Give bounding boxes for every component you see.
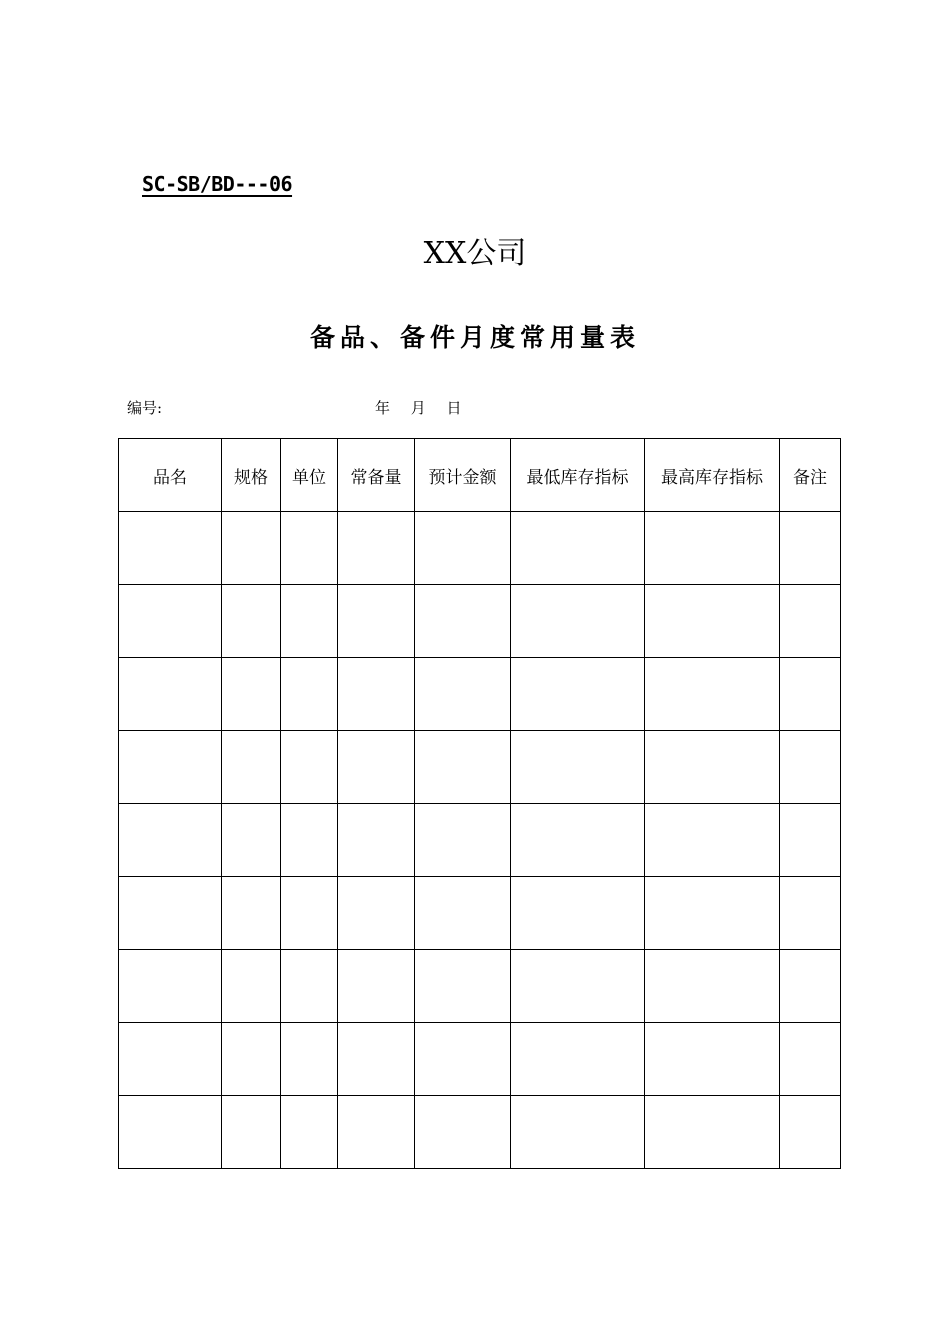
table-cell[interactable]: [119, 1096, 222, 1169]
table-cell[interactable]: [338, 658, 415, 731]
form-title: 备品、备件月度常用量表: [309, 323, 640, 352]
table-cell[interactable]: [645, 1023, 780, 1096]
table-cell[interactable]: [338, 877, 415, 950]
table-cell[interactable]: [338, 950, 415, 1023]
table-cell[interactable]: [415, 658, 511, 731]
table-cell[interactable]: [119, 731, 222, 804]
table-row: [119, 585, 841, 658]
table-cell[interactable]: [511, 804, 645, 877]
table-cell[interactable]: [119, 804, 222, 877]
table-row: [119, 877, 841, 950]
table-cell[interactable]: [415, 877, 511, 950]
table-cell[interactable]: [281, 1096, 338, 1169]
table-cell[interactable]: [511, 512, 645, 585]
table-cell[interactable]: [119, 512, 222, 585]
column-header-standing-quantity: 常备量: [338, 439, 415, 512]
table-cell[interactable]: [645, 585, 780, 658]
table-cell[interactable]: [780, 731, 841, 804]
column-header-estimated-amount: 预计金额: [415, 439, 511, 512]
table-cell[interactable]: [511, 1023, 645, 1096]
table-cell[interactable]: [222, 1023, 281, 1096]
table-cell[interactable]: [511, 658, 645, 731]
table-cell[interactable]: [338, 1096, 415, 1169]
document-code: SC-SB/BD---06: [142, 172, 293, 196]
table-row: [119, 1096, 841, 1169]
table-cell[interactable]: [281, 950, 338, 1023]
table-cell[interactable]: [511, 877, 645, 950]
table-cell[interactable]: [415, 731, 511, 804]
table-cell[interactable]: [415, 1096, 511, 1169]
table-cell[interactable]: [511, 1096, 645, 1169]
table-header-row: [119, 439, 841, 512]
table-cell[interactable]: [281, 658, 338, 731]
serial-number-label: 编号:: [127, 399, 163, 417]
table-cell[interactable]: [338, 1023, 415, 1096]
table-row: [119, 804, 841, 877]
company-name: XX公司: [423, 236, 527, 271]
table-cell[interactable]: [645, 1096, 780, 1169]
table-cell[interactable]: [281, 804, 338, 877]
table-cell[interactable]: [338, 804, 415, 877]
table-cell[interactable]: [780, 877, 841, 950]
table-row: [119, 512, 841, 585]
table-cell[interactable]: [645, 950, 780, 1023]
table-cell[interactable]: [645, 658, 780, 731]
table-cell[interactable]: [338, 731, 415, 804]
column-header-max-stock: 最高库存指标: [645, 439, 780, 512]
usage-table: [118, 438, 841, 1169]
table-cell[interactable]: [780, 1096, 841, 1169]
table-cell[interactable]: [415, 585, 511, 658]
table-cell[interactable]: [119, 658, 222, 731]
table-cell[interactable]: [780, 512, 841, 585]
table-cell[interactable]: [645, 512, 780, 585]
table-cell[interactable]: [222, 1096, 281, 1169]
table-row: [119, 950, 841, 1023]
table-cell[interactable]: [281, 585, 338, 658]
table-cell[interactable]: [119, 585, 222, 658]
table-cell[interactable]: [119, 950, 222, 1023]
column-header-item-name: 品名: [119, 439, 222, 512]
table-cell[interactable]: [780, 950, 841, 1023]
table-cell[interactable]: [222, 877, 281, 950]
table-body: [119, 512, 841, 1169]
table-cell[interactable]: [281, 1023, 338, 1096]
table-cell[interactable]: [645, 877, 780, 950]
table-cell[interactable]: [119, 877, 222, 950]
table-cell[interactable]: [222, 512, 281, 585]
table-cell[interactable]: [511, 950, 645, 1023]
table-cell[interactable]: [780, 804, 841, 877]
table-cell[interactable]: [415, 950, 511, 1023]
table-cell[interactable]: [780, 1023, 841, 1096]
table-cell[interactable]: [511, 585, 645, 658]
table-row: [119, 658, 841, 731]
table-cell[interactable]: [780, 658, 841, 731]
table-cell[interactable]: [645, 731, 780, 804]
table-row: [119, 731, 841, 804]
table-row: [119, 1023, 841, 1096]
table-cell[interactable]: [222, 731, 281, 804]
table-cell[interactable]: [281, 731, 338, 804]
column-header-remarks: 备注: [780, 439, 841, 512]
table-cell[interactable]: [281, 877, 338, 950]
table-cell[interactable]: [511, 731, 645, 804]
table-cell[interactable]: [415, 804, 511, 877]
table-cell[interactable]: [119, 1023, 222, 1096]
table-cell[interactable]: [222, 585, 281, 658]
column-header-spec: 规格: [222, 439, 281, 512]
table-cell[interactable]: [415, 512, 511, 585]
date-label: 年 月 日: [375, 399, 462, 417]
table-cell[interactable]: [338, 512, 415, 585]
table-cell[interactable]: [780, 585, 841, 658]
column-header-min-stock: 最低库存指标: [511, 439, 645, 512]
table-cell[interactable]: [222, 804, 281, 877]
column-header-unit: 单位: [281, 439, 338, 512]
table-cell[interactable]: [222, 658, 281, 731]
table-cell[interactable]: [222, 950, 281, 1023]
table-cell[interactable]: [645, 804, 780, 877]
table-cell[interactable]: [281, 512, 338, 585]
table-cell[interactable]: [415, 1023, 511, 1096]
table-cell[interactable]: [338, 585, 415, 658]
